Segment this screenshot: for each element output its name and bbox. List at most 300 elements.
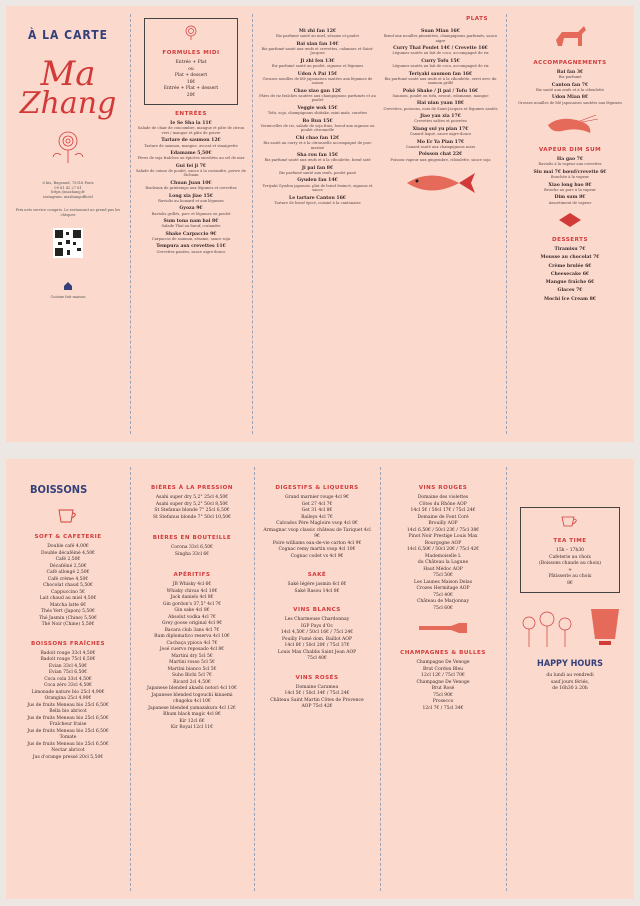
side-item-description: Grosses nouilles de blé japonaises sautées aux légumes bbox=[517, 100, 622, 105]
teatime-list bbox=[523, 555, 617, 588]
drink-line: Bella bio abricot bbox=[49, 709, 87, 715]
drink-line: Singha 33cl 6€ bbox=[174, 551, 210, 557]
drink-line: Corona 33cl 6,50€ bbox=[170, 545, 214, 551]
plat-item bbox=[381, 46, 500, 56]
entree-item bbox=[136, 151, 246, 161]
plats-left-list bbox=[258, 26, 377, 205]
drink-line: Chocolat chaud 5,50€ bbox=[43, 583, 93, 589]
plat-item-description: Riz sauté au curry et à la citronnelle accompagné de porc mariné bbox=[263, 141, 372, 150]
drink-line: Jus de fruits Meneau bio 25cl 6,50€ bbox=[27, 715, 109, 721]
plat-item-name: Suan Mian 16€ bbox=[421, 29, 460, 34]
entrees-heading: ENTRÉES bbox=[175, 111, 207, 118]
cocktail-illustration bbox=[585, 605, 625, 649]
fraiches-heading: BOISSONS FRAÎCHES bbox=[31, 640, 105, 647]
drink-line: Martini bianco 5cl 5€ bbox=[167, 666, 217, 672]
plat-item-description: Riz parfumé sauté aux œufs et à la ciboulette, bœuf saté bbox=[264, 158, 371, 163]
plat-item-name: Teriyaki saumon fan 16€ bbox=[408, 71, 473, 77]
entree-item-name: Tempura aux crevettes 11€ bbox=[156, 244, 226, 250]
drink-line: Baileys 4cl 7€ bbox=[301, 514, 333, 520]
plat-item-description: Légumes sautés au lait de coco, accompagné de riz bbox=[392, 51, 489, 56]
drink-line: Grey goose original 4cl 9€ bbox=[161, 621, 223, 627]
plat-item-name: Bo Bun 15€ bbox=[302, 118, 333, 124]
qr-code-icon bbox=[53, 228, 83, 258]
dessert-item-name: Crème brulée 6€ bbox=[548, 263, 592, 269]
drink-line: Suho Bichi 5cl 7€ bbox=[171, 673, 213, 679]
dimsum-item-description: Raviolis à la vapeur aux crevettes bbox=[538, 162, 602, 167]
drink-line: Jus d'orange pressé 20cl 5,50€ bbox=[32, 754, 104, 760]
entrees-column bbox=[130, 6, 252, 442]
entree-item bbox=[136, 194, 246, 204]
address-block bbox=[12, 181, 124, 200]
plat-item-name: Veggie wok 15€ bbox=[297, 105, 338, 111]
plat-item bbox=[258, 89, 377, 103]
sake-heading: SAKÉ bbox=[307, 572, 327, 579]
notice-text: Prix nets service compris. Le restaurant ne prend pas les chèques bbox=[15, 208, 121, 218]
drink-line: 75cl 40€ bbox=[307, 656, 327, 662]
formule-line: ou bbox=[188, 66, 194, 72]
dimsum-item-name: Ha gao 7€ bbox=[556, 157, 584, 163]
drink-line: Thé Noir (Chine) 5,50€ bbox=[41, 622, 95, 628]
digestifs-heading: DIGESTIFS & LIQUEURS bbox=[275, 485, 359, 491]
entree-item bbox=[136, 232, 246, 242]
drink-line: Get 31 4cl 8€ bbox=[301, 508, 333, 514]
plat-item-description: Canard sauté aux champignons noirs bbox=[405, 144, 476, 149]
plat-item-description: Vermicelles de riz, salade de soja frais, boeuf aux oignons ou poulet citronnelle bbox=[260, 123, 375, 133]
entree-item bbox=[136, 181, 246, 191]
entree-item-description: Salade de cuisse de poulet, sauce à la coriandre, poivre de Sichuan bbox=[136, 168, 246, 178]
drink-line: JB Whisky 4cl 6€ bbox=[172, 582, 212, 588]
entree-item-description: Raviolis au homard et aux légumes bbox=[158, 198, 224, 203]
plat-item-name: Ji pai fan 8€ bbox=[301, 165, 334, 171]
drink-line: José cuervo reposado 4cl 8€ bbox=[159, 647, 225, 653]
entree-item-description: Fèves de soja fraîches ou épicées enrobées au sel de mer bbox=[137, 156, 245, 161]
address-line: 6 bis, Bugeaud, 75016 Paris bbox=[42, 180, 94, 185]
plat-item-name: Mi zhi fan 12€ bbox=[298, 29, 337, 34]
drink-line: Coca cola 33cl 4,50€ bbox=[44, 676, 92, 682]
plat-item-description: Canard laqué, sauce aigre-douce bbox=[409, 132, 472, 137]
drink-line: Asahi super dry 5,2° 25cl 4,50€ bbox=[155, 495, 229, 500]
drink-line: Double café 4,00€ bbox=[47, 544, 89, 549]
shrimp-illustration bbox=[540, 113, 600, 137]
plat-item-name: Bai xian fan 14€ bbox=[296, 41, 339, 47]
entree-item-description: Raviolis grillés, porc et légumes ou poulet bbox=[151, 211, 231, 216]
plat-item-name: Le tartare Cantou 16€ bbox=[289, 195, 346, 201]
entrees-list bbox=[136, 121, 246, 254]
vapeur-list bbox=[512, 157, 628, 205]
drink-line: Evian 75cl 6,50€ bbox=[48, 670, 88, 676]
drink-line: Cappuccino 5€ bbox=[50, 589, 86, 595]
soft-heading: SOFT & CAFETERIE bbox=[34, 534, 102, 540]
teacup-icon bbox=[559, 514, 581, 528]
plat-item-description: Riz parfumé sauté aux œufs, poulet pané bbox=[279, 170, 356, 175]
drink-line: IGP Pays d'Oc bbox=[301, 623, 333, 629]
drink-line: Japanese blended akashi notori 4cl 10€ bbox=[147, 686, 237, 692]
drink-line: Haut Médoc AOP bbox=[423, 566, 463, 572]
flower-illustration bbox=[43, 125, 93, 165]
drink-line: Brut Cordon Bleu bbox=[422, 666, 464, 672]
drink-line: Décaféiné 2,50€ bbox=[49, 563, 87, 569]
plat-item-name: Mo Er Ya Pian 17€ bbox=[416, 139, 465, 145]
entree-item-description: Salade Thaï au bœuf, coriandre bbox=[161, 224, 221, 229]
teatime-line: + bbox=[568, 567, 572, 573]
entree-item-name: Gyoza 9€ bbox=[179, 206, 203, 212]
plats-heading: PLATS bbox=[466, 16, 488, 22]
plat-item-description: Bœuf aux nouilles pimentées, champignons parfumés, sauce aigre bbox=[383, 34, 498, 43]
drink-line: 14cl 6,50€ / 50cl 23€ / 75cl 38€ bbox=[406, 527, 480, 533]
menu-panel bbox=[6, 6, 634, 442]
plat-item bbox=[381, 152, 500, 162]
dimsum-item-name: Siu mai 7€ bœuf/crevette 6€ bbox=[533, 169, 607, 175]
dimsum-item bbox=[512, 195, 628, 205]
drink-line: Evian 33cl 4,50€ bbox=[48, 663, 88, 669]
drink-line: 75cl 90€ bbox=[433, 692, 453, 698]
drink-line: AOP 75cl 42€ bbox=[301, 704, 333, 710]
drink-line: Gin sake 4cl 8€ bbox=[174, 608, 210, 614]
entree-item bbox=[136, 206, 246, 216]
drinks-col-3 bbox=[254, 459, 380, 899]
entree-item bbox=[136, 164, 246, 178]
plat-item-name: Gyuden fan 14€ bbox=[297, 178, 338, 184]
plat-item bbox=[258, 29, 377, 39]
drink-line: Kir Royal 12cl 11€ bbox=[170, 725, 214, 731]
drink-line: Brut Rosé bbox=[431, 686, 455, 692]
dimsum-item bbox=[512, 183, 628, 193]
drink-line: Fraîcheur fraise bbox=[49, 722, 87, 728]
dimsum-item-name: Xiao long bao 8€ bbox=[548, 182, 592, 188]
drink-line: Cognac remy martin vsop 4cl 10€ bbox=[278, 547, 356, 553]
entree-item bbox=[136, 244, 246, 254]
plat-item bbox=[381, 127, 500, 137]
happy-line: de 16h30 à 20h bbox=[552, 686, 588, 692]
dessert-item bbox=[512, 255, 628, 260]
entree-item-name: Long xia jiao 15€ bbox=[168, 193, 214, 199]
side-item bbox=[512, 70, 628, 80]
drink-line: Absolut vodka 4cl 7€ bbox=[168, 614, 216, 620]
cup-illustration bbox=[56, 506, 80, 524]
formules-list bbox=[147, 60, 235, 99]
drink-line: Double décaféiné 4,50€ bbox=[40, 550, 96, 556]
drink-line: Matcha latte 6€ bbox=[49, 602, 87, 608]
dessert-item bbox=[512, 272, 628, 277]
drink-line: Poire williams eau-de-vie carton 4cl 9€ bbox=[272, 540, 362, 546]
drink-line: Les Launes Maison Delas bbox=[413, 579, 473, 585]
rouges-list bbox=[386, 495, 500, 612]
aperitifs-heading: APÉRITIFS bbox=[173, 572, 211, 579]
drink-line: Lait chaud au miel 4,50€ bbox=[39, 596, 97, 602]
drink-line: 75cl 50€ bbox=[433, 573, 453, 579]
drinks-col-1 bbox=[6, 459, 130, 899]
drink-line: Nectar abricot bbox=[51, 748, 85, 754]
drink-line: Pinot Noir Prestige Louis Max bbox=[408, 534, 478, 540]
entree-item-description: Tartare de saumon, mangue, avocat et vinaigrette bbox=[144, 143, 238, 148]
dimsum-item bbox=[512, 157, 628, 167]
drink-line: Martini dry 5cl 5€ bbox=[171, 653, 213, 659]
drink-line: Bourgogne AOP bbox=[424, 540, 462, 546]
entree-item-name: Shake Carpaccio 9€ bbox=[165, 231, 217, 237]
instagram-link[interactable]: instagram: mazhangofficiel bbox=[43, 195, 93, 200]
drink-line: Rum diplomatico reserva 4cl 10€ bbox=[154, 634, 230, 640]
drink-line: Crozes Hermitage AOP bbox=[416, 586, 470, 592]
entree-item bbox=[136, 138, 246, 148]
drink-line: St Stefanus blonde 7° 25cl 6,50€ bbox=[154, 508, 230, 514]
brand-name-1: Ma bbox=[40, 54, 96, 94]
plat-item-description: Pâtes de riz fraîches sautées aux champignons parfumés et au poulet bbox=[259, 94, 376, 103]
entree-item-name: Tartare de saumon 12€ bbox=[161, 138, 221, 144]
plat-item-name: Poké Shake / Ji pai / Tofu 16€ bbox=[402, 88, 479, 94]
drink-line: Limonade nature bio 25cl 4,90€ bbox=[31, 689, 105, 695]
plat-item bbox=[381, 101, 500, 111]
aperitifs-list bbox=[136, 582, 248, 732]
plat-item-description: Crevettes salées et poivrées bbox=[414, 119, 467, 124]
plat-item-name: Chao xiao gan 12€ bbox=[293, 88, 342, 94]
plat-item-description: Grosses nouilles de blé japonaises sautées aux légumes de saison bbox=[262, 76, 373, 86]
blancs-list bbox=[260, 617, 374, 663]
formule-line: 16€ bbox=[186, 79, 196, 85]
drink-line: Jus de fruits Meneau bio 25cl 6,50€ bbox=[27, 702, 109, 708]
dessert-item bbox=[512, 288, 628, 293]
plat-item-name: Chi chao fan 12€ bbox=[295, 135, 340, 141]
plat-item bbox=[381, 29, 500, 43]
accompagnements-heading: ACCOMPAGNEMENTS bbox=[533, 60, 607, 66]
dessert-item bbox=[512, 280, 628, 285]
side-item-description: Riz sauté aux œufs et à la ciboulette bbox=[535, 88, 605, 92]
bouteille-list bbox=[136, 545, 248, 558]
sake-list bbox=[260, 582, 374, 595]
plat-item-description: Légumes sautés au lait de coco, accompagné de riz bbox=[392, 64, 489, 69]
side-item-name: Bai fan 3€ bbox=[556, 70, 584, 75]
bottle-illustration bbox=[415, 618, 471, 638]
menu-title: À LA CARTE bbox=[28, 28, 108, 42]
rouges-heading: VINS ROUGES bbox=[418, 485, 468, 491]
drink-line: Get 27 4cl 7€ bbox=[301, 501, 333, 507]
side-item-name: Udon Mian 8€ bbox=[551, 95, 589, 101]
teatime-line: 8€ bbox=[567, 580, 573, 586]
entree-item-name: Gui fei ji 7€ bbox=[175, 163, 207, 169]
plat-item bbox=[381, 72, 500, 86]
drink-line: du Château la Lagune bbox=[417, 560, 469, 566]
drink-line: Kir 12cl 6€ bbox=[179, 718, 205, 724]
plat-item-name: Curry Thai Poulet 14€ / Crevette 16€ bbox=[393, 46, 488, 52]
drink-line: Pouilly Fumé dom. Baillot AOP bbox=[281, 636, 353, 642]
entree-item-description: Salade de chair de concombre, mangue et pâte de citron vert / mangue et pâte de poivre bbox=[137, 126, 245, 135]
plat-item-description: Crevettes, poissons, noix de Saint-Jacques et légumes sautés bbox=[383, 106, 498, 111]
drink-line: Whisky chivas 4cl 10€ bbox=[166, 588, 218, 594]
drink-line: Café 2,50€ bbox=[55, 557, 81, 563]
drink-line: Badoit rouge 33cl 4,50€ bbox=[40, 650, 96, 656]
flowers-illustration bbox=[515, 609, 579, 649]
teatime-line: (Boissons chaude au choix) bbox=[538, 561, 602, 567]
drink-line: Château Saint Martin Côtes de Provence bbox=[270, 697, 364, 703]
drink-line: Orangina 25cl 4,90€ bbox=[44, 696, 92, 702]
side-item bbox=[512, 95, 628, 105]
formule-line: Plat + dessert bbox=[174, 73, 208, 79]
happy-list bbox=[512, 673, 628, 693]
drink-line: Château de Marjonnay bbox=[416, 599, 470, 605]
entree-item-description: Rouleaux de printemps aux légumes et crevettes bbox=[145, 186, 237, 191]
entree-item bbox=[136, 121, 246, 135]
bulles-heading: CHAMPAGNES & BULLES bbox=[400, 650, 486, 657]
dessert-item-name: Cheesecake 6€ bbox=[550, 271, 590, 277]
plat-item-name: Jiao yan xia 17€ bbox=[420, 114, 461, 120]
drink-line: Cognac codet vs 4cl 9€ bbox=[290, 553, 344, 559]
entree-item bbox=[136, 219, 246, 229]
drink-line: Coca zéro 33cl 4,50€ bbox=[43, 683, 93, 689]
drink-line: Badoit rouge 75cl 6,50€ bbox=[40, 657, 96, 663]
digestifs-list bbox=[260, 495, 374, 560]
drink-line: Ricard 2cl 4,50€ bbox=[173, 679, 211, 685]
drink-line: 12cl 12€ / 75cl 70€ bbox=[421, 673, 465, 679]
side-item bbox=[512, 83, 628, 93]
plat-item-description: Riz parfumé sauté aux œufs et crevettes, calamars et Saint-Jacques bbox=[261, 47, 374, 56]
drink-line: Thés Vert (Japon) 5,50€ bbox=[41, 609, 95, 615]
soft-list bbox=[12, 544, 124, 629]
plat-item bbox=[258, 59, 377, 69]
dessert-item bbox=[512, 247, 628, 252]
brand-logo bbox=[12, 54, 124, 122]
dessert-item-name: Mangue fraîche 6€ bbox=[545, 280, 595, 286]
website-link[interactable]: https://mazhang.fr bbox=[51, 190, 85, 195]
drink-line: Saké Rasou 14cl 8€ bbox=[294, 588, 340, 594]
drink-line: Armagnac vsop classic château de Tariquet 4cl 9€ bbox=[263, 527, 371, 540]
desserts-list bbox=[512, 247, 628, 302]
plat-item bbox=[258, 178, 377, 192]
drink-line: 75cl 40€ bbox=[433, 592, 453, 598]
teatime-box bbox=[520, 507, 620, 593]
teatime-line: Pâtisserie au choix bbox=[548, 574, 592, 580]
drink-line: 75cl 60€ bbox=[433, 605, 453, 611]
bulles-list bbox=[386, 660, 500, 712]
formules-heading: FORMULES MIDI bbox=[162, 50, 220, 56]
drink-line: Café allongé 2,50€ bbox=[46, 570, 90, 576]
formule-line: Entrée + Plat bbox=[175, 60, 207, 65]
dessert-item-name: Tiramisu 7€ bbox=[554, 247, 586, 253]
vapeur-heading: VAPEUR DIM SUM bbox=[538, 147, 602, 154]
drink-line: Domaine Caramea bbox=[295, 684, 339, 690]
plat-item-description: Riz parfumé sauté au poulet, oignons et légumes bbox=[271, 64, 364, 69]
drink-line: Mademoiselle L bbox=[424, 553, 462, 559]
drinks-col-5 bbox=[506, 459, 634, 899]
dessert-item-name: Glaces 7€ bbox=[557, 288, 583, 294]
plat-item bbox=[258, 166, 377, 176]
plat-item-name: Curry Tofu 15€ bbox=[421, 58, 460, 64]
entree-item-name: Sum tona nam bai 8€ bbox=[163, 219, 219, 224]
entree-item-description: Crevettes panées, sauce aigre-douce bbox=[156, 249, 226, 254]
entree-item-name: Edamame 5,50€ bbox=[170, 150, 212, 156]
plat-item bbox=[258, 196, 377, 206]
drink-line: Martini rosso 5cl 5€ bbox=[168, 660, 216, 666]
drink-line: Japanese blended yamazakura 4cl 12€ bbox=[148, 705, 236, 711]
drink-line: Asahi super dry 5,2° 50cl 8,50€ bbox=[155, 501, 229, 507]
roses-heading: VINS ROSÉS bbox=[295, 674, 339, 681]
drink-line: Japanese blended togouchi kinaemi bbox=[151, 692, 233, 698]
drink-line: 14cl 5€ / 50cl 14€ / 75cl 24€ bbox=[284, 691, 350, 697]
drink-line: Prosecco bbox=[432, 699, 454, 705]
plat-item bbox=[258, 136, 377, 150]
drink-line: St Stefanus blonde 7° 50cl 10,50€ bbox=[152, 514, 232, 520]
teatime-line: Cafeterie au choix bbox=[549, 554, 591, 560]
sides-column bbox=[506, 6, 634, 442]
drinks-panel bbox=[6, 459, 634, 899]
drink-line: Brouilly AOP bbox=[428, 521, 458, 527]
flower-illustration bbox=[180, 24, 202, 40]
drink-line: Cachaça ypioca 4cl 7€ bbox=[166, 640, 218, 646]
drink-line: Domaine de Font Coré bbox=[417, 514, 469, 520]
formule-line: 20€ bbox=[186, 92, 196, 98]
roses-list bbox=[260, 685, 374, 711]
plats-grid bbox=[258, 26, 500, 205]
plat-item-name: Xiang sui yu pian 17€ bbox=[412, 126, 469, 132]
plat-item bbox=[258, 119, 377, 133]
drink-line: Grand marnier rouge 4cl 9€ bbox=[284, 495, 350, 500]
drink-line: Tomate bbox=[59, 735, 77, 741]
drinks-title: BOISSONS bbox=[30, 483, 88, 496]
plat-item-name: Poisson chat 22€ bbox=[418, 152, 463, 158]
drink-line: Thé Jasmin (Chine) 5,50€ bbox=[39, 615, 97, 621]
entree-item-name: Chuan Juan 10€ bbox=[170, 180, 212, 186]
plat-item-description: Tofu, soja, champignons shiitake, mini maïs, carottes bbox=[267, 111, 368, 116]
entree-item-description: Carpaccio de saumon, sésame, sauce soja bbox=[151, 237, 231, 241]
plat-item-description: Riz parfumé sauté au miel, sésame et poulet bbox=[275, 34, 360, 39]
bouteille-heading: BIÈRES EN BOUTEILLE bbox=[152, 535, 232, 542]
dimsum-item-name: Dim sum 8€ bbox=[554, 195, 586, 201]
plat-item bbox=[381, 59, 500, 69]
drink-line: Saké légère jasmin 6cl 6€ bbox=[287, 582, 347, 588]
drink-line: Bhum black magic 4cl 8€ bbox=[163, 712, 221, 718]
drink-line: Louis Max Chablis Saint Jean AOP bbox=[277, 649, 357, 655]
plat-item bbox=[258, 106, 377, 116]
drinks-col-4 bbox=[380, 459, 506, 899]
house-icon bbox=[63, 281, 73, 291]
drink-line: Domaine des violettes bbox=[417, 495, 469, 500]
plat-item-name: Sha rou fan 15€ bbox=[296, 152, 339, 158]
drink-line: Champagne De Venoge bbox=[416, 660, 470, 666]
formules-box bbox=[144, 18, 238, 105]
dimsum-item-description: Bouchée à la vapeur bbox=[550, 175, 590, 180]
drinks-col-2 bbox=[130, 459, 254, 899]
plat-item bbox=[258, 42, 377, 56]
cover-column bbox=[6, 6, 130, 442]
desserts-heading: DESSERTS bbox=[552, 237, 588, 244]
plat-item-name: Hai nian yuan 18€ bbox=[416, 101, 465, 107]
dessert-item-name: Mochi Ice Cream 8€ bbox=[544, 296, 596, 302]
drink-line: 12cl 7€ / 75cl 34€ bbox=[422, 705, 464, 711]
dimsum-item bbox=[512, 170, 628, 180]
plat-item-name: Ji zhi fen 13€ bbox=[300, 58, 335, 64]
plat-item-description: Tartare de bœuf épicé, cuisiné à la cantonaise bbox=[274, 200, 361, 205]
happy-heading: HAPPY HOURS bbox=[537, 659, 603, 670]
plat-item-description: Poisson vapeur aux gingembre, ciboulette, sauce soja bbox=[390, 157, 491, 162]
plat-item-name: Udon A Pai 15€ bbox=[297, 71, 338, 77]
drink-line: Café crème 4,50€ bbox=[47, 576, 89, 582]
fish-illustration bbox=[401, 168, 481, 198]
drink-line: 14cl 6€ / 50cl 20€ / 75cl 37€ bbox=[284, 643, 350, 649]
plat-item-description: Teriyaki Gyudon japonais: plat de bœuf émincé, oignons et sauce bbox=[262, 183, 373, 193]
homemade-badge bbox=[12, 276, 124, 300]
blancs-heading: VINS BLANCS bbox=[293, 607, 341, 614]
teatime-heading: TEA TIME bbox=[553, 538, 587, 544]
pression-list bbox=[136, 495, 248, 521]
side-item-name: Canton fan 7€ bbox=[551, 82, 589, 88]
plats-column bbox=[252, 6, 506, 442]
dessert-item bbox=[512, 297, 628, 302]
phone: 09 81 42 27 81 bbox=[54, 185, 82, 190]
homemade-label: Cuisine fait maison bbox=[50, 294, 86, 299]
lantern-icon bbox=[559, 213, 581, 227]
pression-heading: BIÈRES À LA PRESSION bbox=[151, 485, 233, 491]
plats-right-list bbox=[381, 29, 500, 162]
plat-item bbox=[258, 72, 377, 86]
dessert-item-name: Mousse au chocolat 7€ bbox=[540, 255, 600, 261]
